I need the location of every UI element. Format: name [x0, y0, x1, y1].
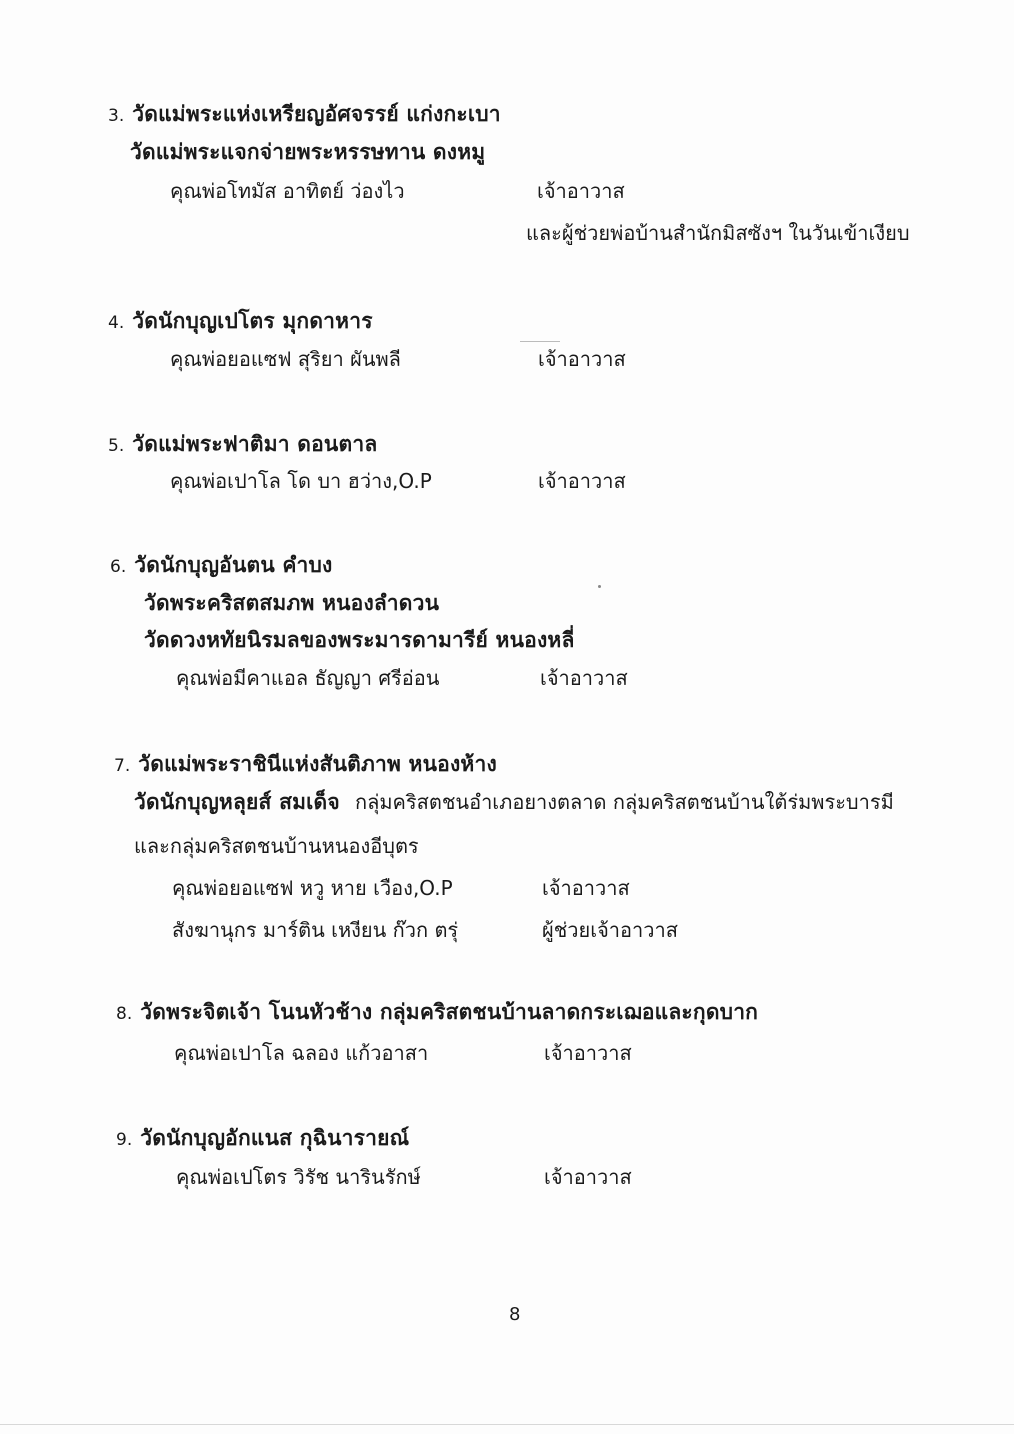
- parish-name: วัดแม่พระแจกจ่ายพระหรรษทาน ดงหมู: [130, 140, 486, 164]
- person-name: สังฆานุกร มาร์ติน เหงียน ก๊วก ตรุ่: [172, 918, 459, 942]
- person-role: ผู้ช่วยเจ้าอาวาส: [542, 918, 678, 942]
- parish-name: วัดนักบุญหลุยส์ สมเด็จ: [134, 790, 340, 814]
- parish-name: วัดดวงหทัยนิรมลของพระมารดามารีย์ หนองหลี่: [144, 628, 575, 652]
- entry-3-heading: [108, 104, 501, 125]
- entry-5-heading: [108, 434, 377, 455]
- person-name: คุณพ่อโทมัส อาทิตย์ ว่องไว: [170, 179, 405, 203]
- entry-9-heading: [116, 1128, 409, 1149]
- person-role: เจ้าอาวาส: [538, 347, 626, 371]
- person-role: เจ้าอาวาส: [542, 876, 630, 900]
- person-name: คุณพ่อเปโตร วิรัช นารินรักษ์: [176, 1165, 421, 1189]
- entry-number: 3.: [108, 106, 125, 126]
- parish-name: วัดนักบุญอักแนส กุฉินารายณ์: [140, 1126, 410, 1150]
- entry-8-heading: [116, 1002, 758, 1023]
- parish-name: วัดนักบุญอันตน คำบง: [134, 553, 333, 577]
- community-groups-cont: และกลุ่มคริสตชนบ้านหนองอีบุตร: [134, 834, 419, 858]
- person-role: เจ้าอาวาส: [544, 1165, 632, 1189]
- parish-name: วัดนักบุญเปโตร มุกดาหาร: [132, 309, 373, 333]
- parish-line: [134, 792, 894, 813]
- person-role: เจ้าอาวาส: [544, 1041, 632, 1065]
- parish-name: วัดแม่พระฟาติมา ดอนตาล: [132, 432, 378, 456]
- entry-7-heading: [114, 754, 497, 775]
- scan-edge: [0, 1424, 1014, 1425]
- scan-mark: [520, 341, 560, 342]
- person-role: เจ้าอาวาส: [540, 666, 628, 690]
- parish-name: วัดแม่พระแห่งเหรียญอัศจรรย์ แก่งกะเบา: [132, 102, 501, 126]
- page-number: 8: [509, 1304, 521, 1325]
- entry-number: 4.: [108, 313, 125, 333]
- parish-name: วัดแม่พระราชินีแห่งสันติภาพ หนองห้าง: [138, 752, 497, 776]
- entry-number: 6.: [110, 557, 127, 577]
- entry-4-heading: [108, 311, 373, 332]
- parish-name: วัดพระคริสตสมภพ หนองลำดวน: [144, 591, 440, 615]
- entry-number: 8.: [116, 1004, 133, 1024]
- person-role: เจ้าอาวาส: [537, 179, 625, 203]
- entry-number: 9.: [116, 1130, 133, 1150]
- person-name: คุณพ่อยอแซฟ สุริยา ผันพลี: [170, 347, 401, 371]
- community-groups: กลุ่มคริสตชนอำเภอยางตลาด กลุ่มคริสตชนบ้านใต้ร่มพระบารมี: [354, 790, 894, 814]
- entry-6-heading: [110, 555, 332, 576]
- entry-number: 7.: [114, 756, 131, 776]
- person-name: คุณพ่อยอแซฟ หวู หาย เวือง,O.P: [172, 876, 453, 900]
- person-role: เจ้าอาวาส: [538, 469, 626, 493]
- person-name: คุณพ่อมีคาแอล ธัญญา ศรีอ่อน: [176, 666, 440, 690]
- person-role-extra: และผู้ช่วยพ่อบ้านสำนักมิสซังฯ ในวันเข้าเงียบ: [526, 221, 910, 245]
- parish-name: วัดพระจิตเจ้า โนนหัวช้าง กลุ่มคริสตชนบ้านลาดกระเฌอและกุดบาก: [140, 1000, 759, 1024]
- scan-speck: [598, 585, 601, 588]
- person-name: คุณพ่อเปาโล ฉลอง แก้วอาสา: [174, 1041, 429, 1065]
- person-name: คุณพ่อเปาโล โด บา ฮว่าง,O.P: [170, 469, 432, 493]
- entry-number: 5.: [108, 436, 125, 456]
